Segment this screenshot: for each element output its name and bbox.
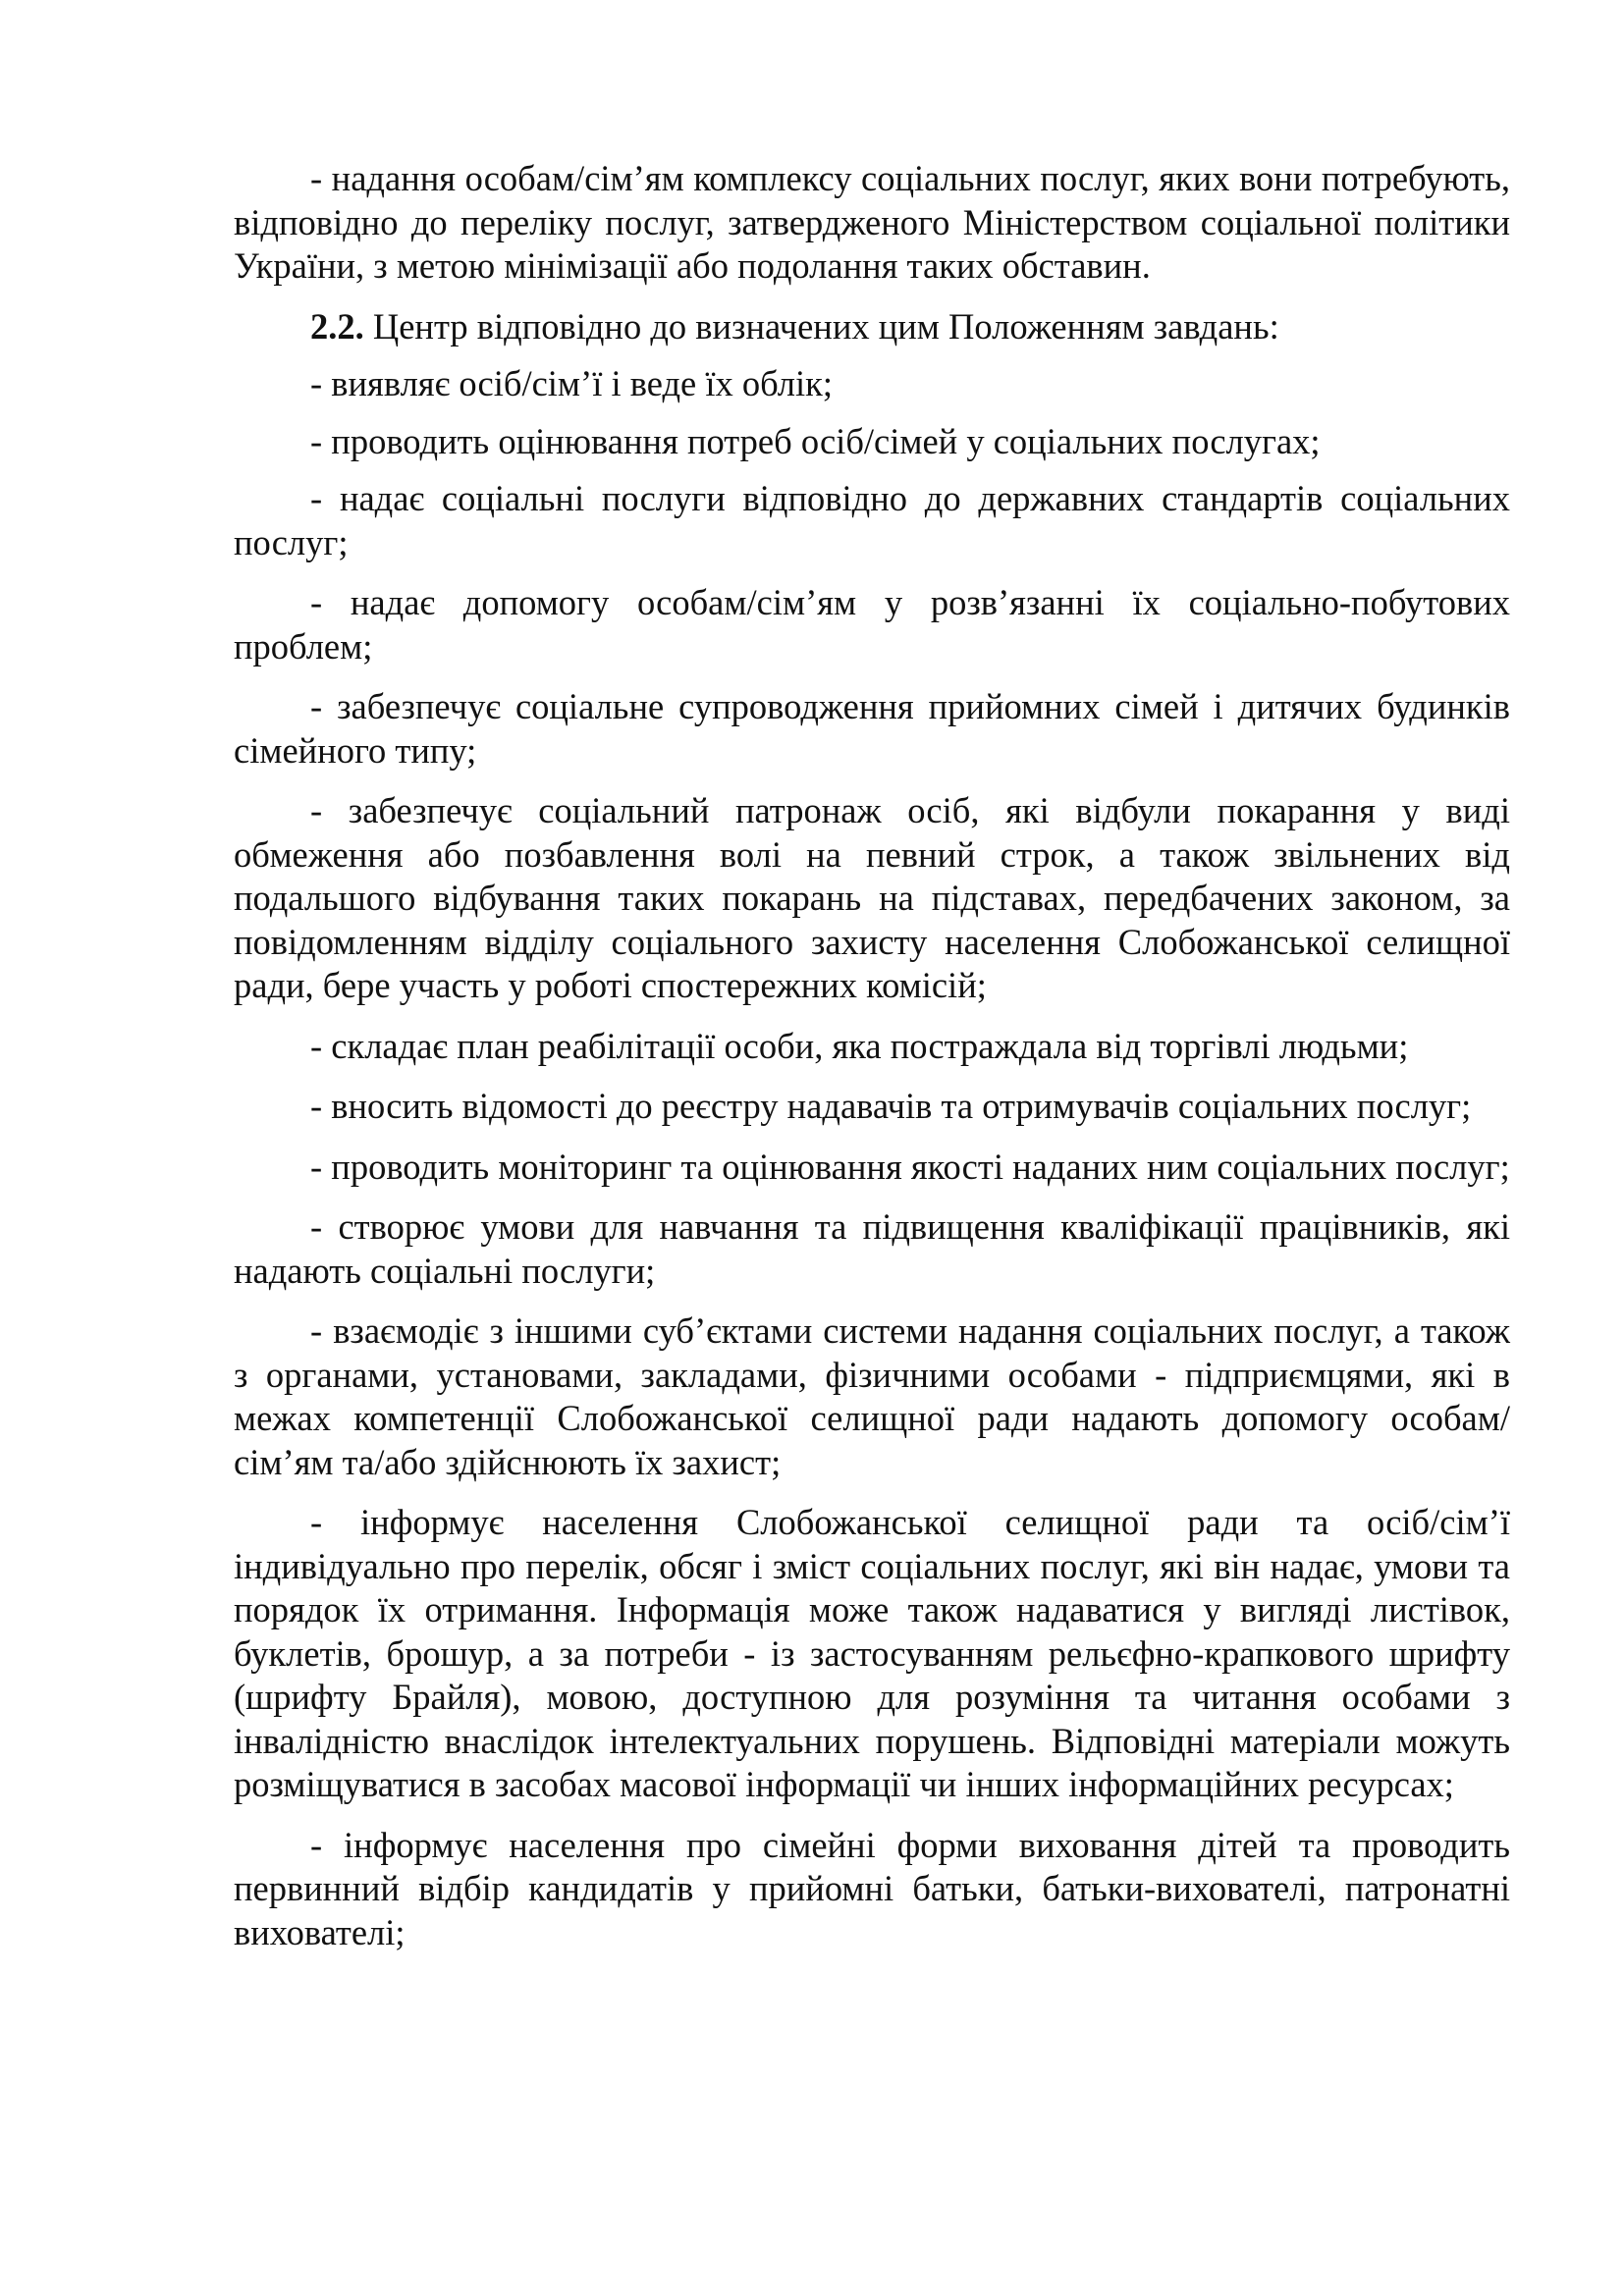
list-item: - надає соціальні послуги відповідно до державних стандартів соціальних послуг; (234, 478, 1510, 562)
list-item: - проводить оцінювання потреб осіб/сімей у соціальних послугах; (310, 420, 1321, 461)
list-item: - проводить моніторинг та оцінювання якості наданих ним соціальних послуг; (310, 1146, 1510, 1187)
list-item: - виявляє осіб/сім’ї і веде їх облік; (310, 363, 834, 403)
section-heading-paragraph (234, 305, 1510, 349)
document-body (234, 157, 1510, 1971)
list-item: - забезпечує соціальне супроводження прийомних сімей і дитячих будинків сімейного типу; (234, 686, 1510, 771)
list-item: - створює умови для навчання та підвищення кваліфікації працівників, які надають соціальні послуги; (234, 1206, 1510, 1291)
list-item: - вносить відомості до реєстру надавачів та отримувачів соціальних послуг; (310, 1086, 1472, 1126)
intro-item-paragraph: - надання особам/сім’ям комплексу соціальних послуг, яких вони потребують, відповідно до переліку послуг, затвердженого Міністерством соціальної політики України, з метою мінімізації або подолання таких обставин. (234, 158, 1510, 286)
list-item: - інформує населення про сімейні форми виховання дітей та проводить первинний відбір кандидатів у прийомні батьки, батьки-вихователі, патронатні вихователі; (234, 1824, 1510, 1952)
section-number: 2.2. (310, 305, 364, 347)
list-item: - інформує населення Слобожанської селищної ради та осіб/сім’ї індивідуально про перелік, обсяг і зміст соціальних послуг, які він надає, умови та порядок їх отримання. Інформація може також надаватися у вигляді листівок, буклетів, брошур, а за потреби - із застосуванням рельєфно-крапкового шрифту (шрифту Брайля), мовою, доступною для розуміння та читання особами з інвалідністю внаслідок інтелектуальних порушень. Відповідні матеріали можуть розміщуватися в засобах масової інформації чи інших інформаційних ресурсах; (234, 1502, 1510, 1804)
section-heading-text: Центр відповідно до визначених цим Положенням завдань: (363, 305, 1279, 347)
list-item: - надає допомогу особам/сім’ям у розв’язанні їх соціально-побутових проблем; (234, 582, 1510, 667)
list-item: - взаємодіє з іншими суб’єктами системи надання соціальних послуг, а також з органами, установами, закладами, фізичними особами - підприємцями, які в межах компетенції Слобожанської селищної ради надають допомогу особам/сім’ям та/або здійснюють їх захист; (234, 1310, 1510, 1482)
list-item: - забезпечує соціальний патронаж осіб, які відбули покарання у виді обмеження або позбавлення волі на певний строк, а також звільнених від подальшого відбування таких покарань на підставах, передбачених законом, за повідомленням відділу соціального захисту населення Слобожанської селищної ради, бере участь у роботі спостережних комісій; (234, 790, 1510, 1005)
list-item: - складає план реабілітації особи, яка постраждала від торгівлі людьми; (310, 1025, 1409, 1066)
